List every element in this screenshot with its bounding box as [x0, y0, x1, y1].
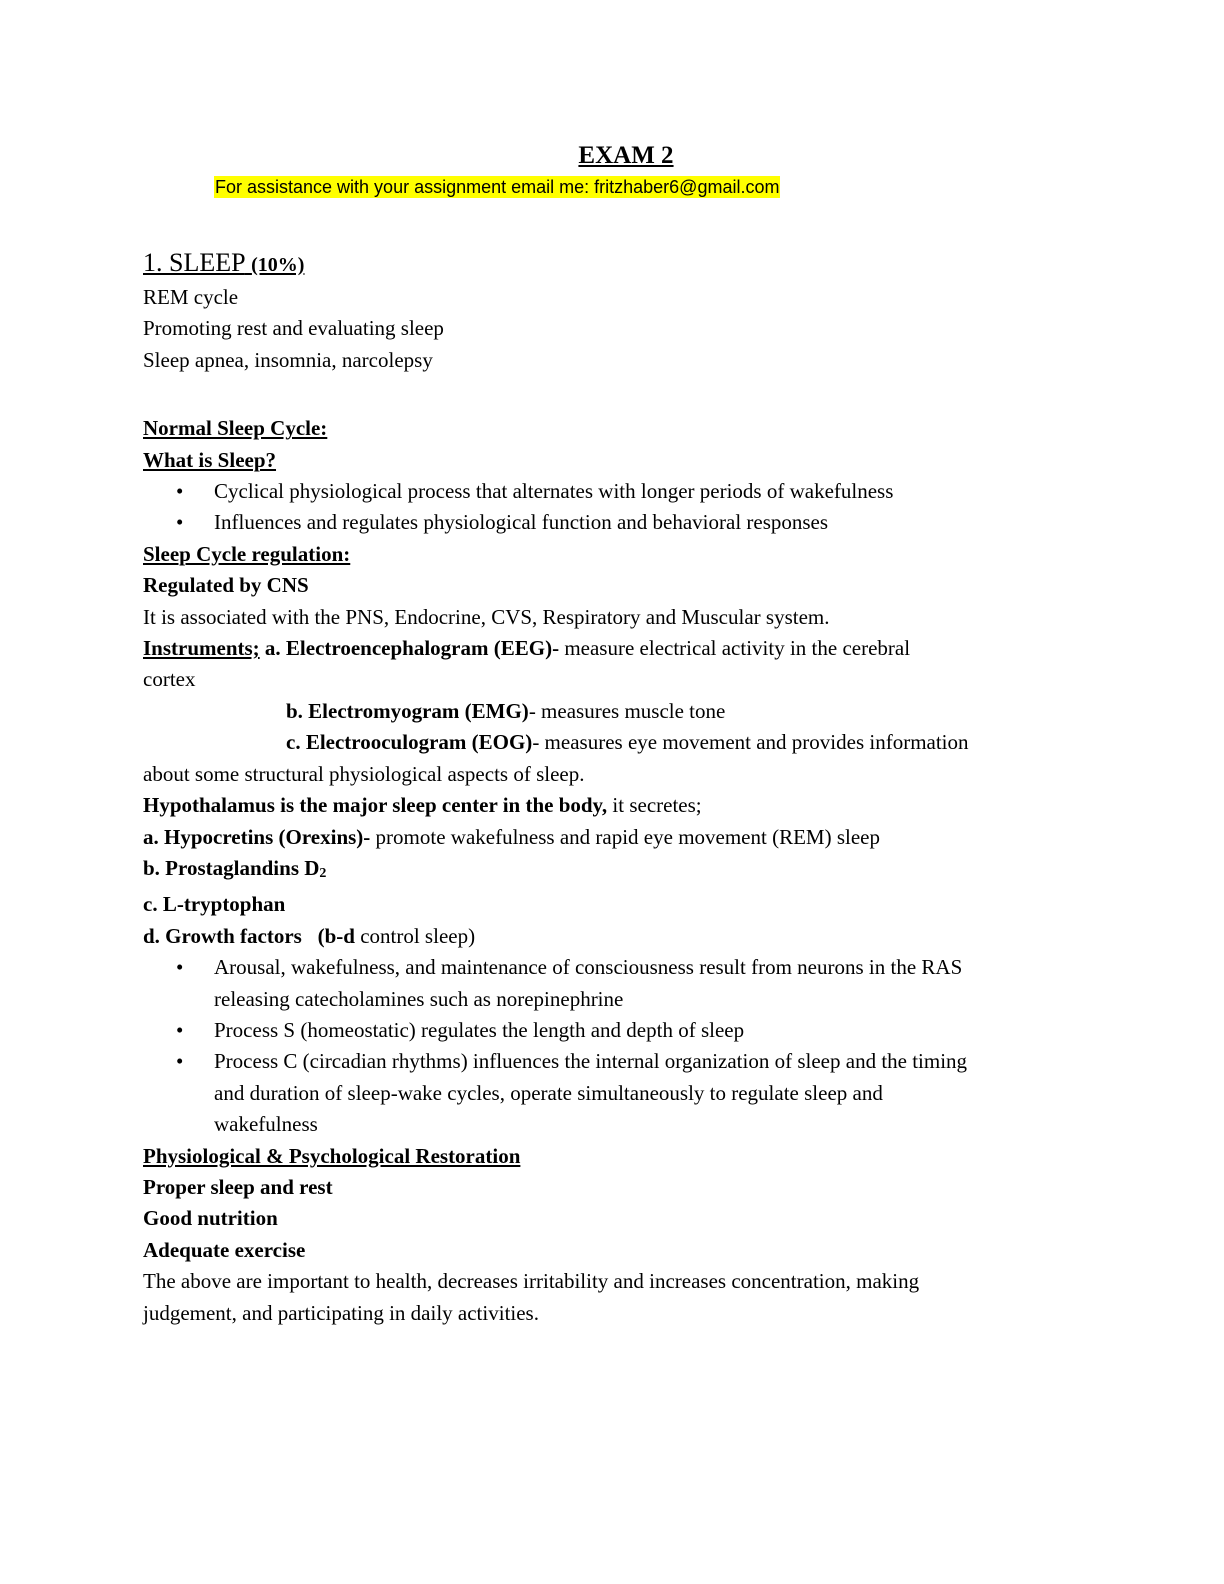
spacer: [143, 376, 1083, 413]
bullet-icon: •: [176, 1049, 184, 1074]
emg-desc: - measures muscle tone: [528, 698, 726, 723]
list-item-text: wakefulness: [214, 1112, 318, 1137]
hypothalamus-bold: Hypothalamus is the major sleep center in the body,: [143, 793, 608, 818]
list-item-text: Influences and regulates physiological function and behavioral responses: [214, 510, 829, 535]
assistance-highlight: For assistance with your assignment email me: fritzhaber6@gmail.com: [215, 177, 780, 197]
bullet-icon: •: [176, 510, 184, 535]
eog-desc: - measures eye movement and provides information: [532, 730, 969, 755]
growth-factors-term: d. Growth factors (b-d: [143, 923, 355, 948]
prostaglandins-subscript: 2: [319, 865, 327, 881]
closing-line: judgement, and participating in daily activities.: [143, 1300, 539, 1325]
restoration-item: Proper sleep and rest: [143, 1174, 333, 1199]
list-item-text: and duration of sleep-wake cycles, operate simultaneously to regulate sleep and: [214, 1080, 883, 1105]
associated-line: It is associated with the PNS, Endocrine, CVS, Respiratory and Muscular system.: [143, 604, 830, 629]
list-item: [143, 1046, 1083, 1140]
topic-line: Sleep apnea, insomnia, narcolepsy: [143, 347, 433, 372]
growth-factors-line: [143, 921, 1083, 952]
hypothalamus-line: [143, 790, 1083, 821]
what-is-sleep-list: [143, 476, 1083, 539]
hypocretins-desc: promote wakefulness and rapid eye movement (REM) sleep: [370, 824, 880, 849]
section-heading-text: 1. SLEEP: [143, 248, 245, 277]
bullet-icon: •: [176, 1017, 184, 1042]
list-item-text: Cyclical physiological process that alternates with longer periods of wakefulness: [214, 479, 894, 504]
list-item: [143, 1015, 1083, 1046]
regulated-by-line: Regulated by CNS: [143, 573, 309, 598]
list-item-text: Arousal, wakefulness, and maintenance of consciousness result from neurons in the RAS: [214, 955, 963, 980]
topic-line: REM cycle: [143, 285, 239, 309]
section-heading-percent: (10%): [251, 254, 305, 276]
document-body: [143, 246, 1083, 1329]
process-list: [143, 952, 1083, 1140]
bullet-icon: •: [176, 955, 184, 980]
prostaglandins-term: b. Prostaglandins D: [143, 855, 320, 880]
hypothalamus-text: it secretes;: [607, 793, 702, 818]
restoration-item: Adequate exercise: [143, 1237, 306, 1262]
regulation-heading: Sleep Cycle regulation:: [143, 541, 351, 566]
restoration-heading: Physiological & Psychological Restoration: [143, 1143, 521, 1168]
instruments-label: Instruments;: [143, 636, 260, 661]
hypocretins-line: [143, 822, 1083, 853]
bullet-icon: •: [176, 479, 184, 504]
list-item: [143, 507, 1083, 538]
emg-line: [143, 696, 1083, 727]
prostaglandins-line: [143, 853, 1083, 889]
normal-sleep-cycle-heading: Normal Sleep Cycle:: [143, 416, 328, 441]
growth-factors-desc: control sleep): [354, 923, 476, 948]
instruments-continuation: cortex: [143, 667, 196, 692]
restoration-item: Good nutrition: [143, 1206, 278, 1231]
hypocretins-term: a. Hypocretins (Orexins)-: [143, 824, 371, 849]
eog-line: [143, 727, 1083, 758]
list-item-text: Process S (homeostatic) regulates the length and depth of sleep: [214, 1017, 745, 1042]
list-item-text: Process C (circadian rhythms) influences the internal organization of sleep and the timing: [214, 1049, 968, 1074]
eog-term: c. Electrooculogram (EOG): [286, 730, 533, 755]
closing-line: The above are important to health, decreases irritability and increases concentration, making: [143, 1269, 920, 1294]
section-heading: [143, 246, 1083, 282]
topic-line: Promoting rest and evaluating sleep: [143, 316, 444, 341]
instruments-line: [143, 633, 1083, 664]
page-title: EXAM 2: [578, 142, 674, 169]
eeg-desc: measure electrical activity in the cerebral: [559, 636, 911, 661]
eog-continuation: about some structural physiological aspects of sleep.: [143, 761, 585, 786]
eeg-term: a. Electroencephalogram (EEG)-: [259, 636, 560, 661]
list-item: [143, 952, 1083, 1015]
emg-term: b. Electromyogram (EMG): [286, 698, 529, 723]
list-item-text: releasing catecholamines such as norepinephrine: [214, 986, 624, 1011]
list-item: [143, 476, 1083, 507]
what-is-sleep-heading: What is Sleep?: [143, 447, 277, 472]
tryptophan-line: c. L-tryptophan: [143, 892, 286, 917]
